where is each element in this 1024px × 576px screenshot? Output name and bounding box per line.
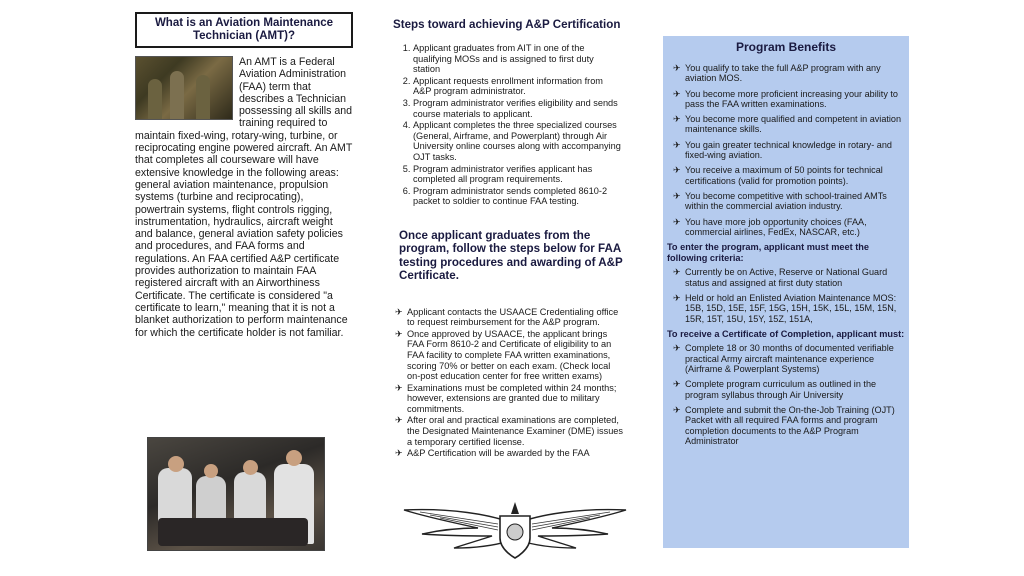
arrow-icon: ✈	[673, 292, 681, 303]
arrow-icon: ✈	[395, 306, 403, 317]
benefits-title: Program Benefits	[735, 40, 837, 54]
arrow-icon: ✈	[673, 190, 681, 201]
arrow-icon: ✈	[395, 328, 403, 339]
arrow-icon: ✈	[673, 114, 681, 125]
list-item: ✈ After oral and practical examinations are completed, the Designated Maintenance Examiner (DME) issues a temporary certified license.	[395, 415, 624, 447]
training-photo	[147, 437, 325, 551]
list-item: ✈ Once approved by USAACE, the applicant brings FAA Form 8610-2 and Certificate of eligibility to an FAA facility to complete FAA written examinations, scoring 70% or better on each exam. (Check local on-post education center for free written exams)	[395, 328, 612, 382]
list-item: ✈ Examinations must be completed within 24 months; however, extensions are granted due to military commitments.	[395, 382, 617, 414]
list-item: ✈ Held or hold an Enlisted Aviation Maintenance MOS: 15B, 15D, 15E, 15F, 15G, 15H, 15K, 15L, 15M, 15N, 15R, 15T, 15U, 15Y, 15Z, 151A,	[673, 292, 897, 324]
amt-title: What is an Aviation Maintenance Technician (AMT)?	[135, 12, 353, 48]
arrow-icon: ✈	[673, 343, 681, 354]
list-item: 6. Program administrator sends completed 8610-2 packet to soldier to continue FAA testing.	[413, 186, 623, 207]
mechanics-photo	[135, 56, 233, 120]
list-item: ✈ You become competitive with school-trained AMTs within the commercial aviation industry.	[673, 190, 887, 212]
list-item: ✈ You receive a maximum of 50 points for technical certifications (valid for promotion points).	[673, 165, 883, 186]
arrow-icon: ✈	[395, 415, 403, 426]
graduation-heading: Once applicant graduates from the program, follow the steps below for FAA testing procedures and awarding of A&P Certificate.	[399, 228, 623, 283]
arrow-icon: ✈	[673, 88, 681, 99]
list-item: 3. Program administrator verifies eligibility and sends course materials to applicant.	[413, 98, 623, 119]
list-item: 4. Applicant completes the three specialized courses (General, Airframe, and Powerplant) through Air University online courses along with accompanying OJT tasks.	[413, 120, 623, 162]
steps-list	[393, 43, 623, 207]
list-item: ✈ Complete and submit the On-the-Job Training (OJT) Packet with all required FAA forms and program completion documents to the A&P Program Administrator	[673, 404, 895, 446]
arrow-icon: ✈	[673, 63, 681, 73]
arrow-icon: ✈	[395, 448, 403, 459]
list-item: ✈ Currently be on Active, Reserve or National Guard status and assigned at first duty station	[673, 267, 888, 288]
list-item: ✈ You become more qualified and competent in aviation maintenance skills.	[673, 114, 902, 135]
list-item: ✈ Complete 18 or 30 months of documented verifiable practical Army aircraft maintenance experience (Airframe & Powerplant Systems)	[673, 343, 894, 375]
steps-heading: Steps toward achieving A&P Certification	[393, 18, 621, 31]
arrow-icon: ✈	[395, 382, 403, 393]
completion-heading: To receive a Certificate of Completion, applicant must:	[667, 328, 905, 339]
list-item: ✈ You become more proficient increasing your ability to pass the FAA written examinations.	[673, 88, 898, 109]
aviator-wings-icon	[400, 494, 630, 564]
arrow-icon: ✈	[673, 267, 681, 278]
benefits-list	[671, 63, 905, 237]
list-item: 1. Applicant graduates from AIT in one of the qualifying MOSs and is assigned to first duty station	[413, 43, 623, 75]
amt-section	[135, 12, 353, 339]
arrow-icon: ✈	[673, 139, 681, 150]
arrow-icon: ✈	[673, 379, 681, 390]
amt-body-text: An AMT is a Federal Aviation Administration (FAA) term that describes a Technician possessing all skills and training required to maintain fixed-wing, rotary-wing, turbine, or reciprocating engine powered aircraft. An AMT that completes all courseware will have extensive knowledge in the following areas: general aviation maintenance, propulsion systems (turbine and reciprocating), powertrain systems, flight controls rigging, instrumentation, hydraulics, aircraft weight and balance, general aviation safety policies and procedures, and FAA forms and regulations. An FAA certified A&P certificate provides authorization to maintain FAA registered aircraft with an Airworthiness Certificate. The certificate is considered "a certificate to learn," meaning that it is not a blanket authorization to perform maintenance for which the certificate holder is not familiar.	[135, 56, 353, 339]
criteria-list	[671, 267, 905, 323]
criteria-heading: To enter the program, applicant must meet the following criteria:	[667, 242, 869, 263]
arrow-icon: ✈	[673, 404, 681, 415]
list-item: ✈ You gain greater technical knowledge in rotary- and fixed-wing aviation.	[673, 139, 892, 161]
testing-steps-list	[393, 307, 623, 459]
list-item: ✈ Applicant contacts the USAACE Credentialing office to request reimbursement for the A&P program.	[395, 306, 619, 328]
completion-list	[671, 343, 905, 446]
list-item: ✈ Complete program curriculum as outlined in the program syllabus through Air University	[673, 379, 877, 400]
arrow-icon: ✈	[673, 165, 681, 176]
list-item: ✈ You have more job opportunity choices (FAA, commercial airlines, FedEx, NASCAR, etc.)	[673, 216, 867, 237]
arrow-icon: ✈	[673, 216, 681, 227]
list-item: 5. Program administrator verifies applicant has completed all program requirements.	[413, 164, 623, 185]
list-item: ✈ You qualify to take the full A&P program with any aviation MOS.	[673, 63, 881, 84]
list-item: ✈ A&P Certification will be awarded by the FAA	[395, 448, 590, 459]
certification-steps	[393, 18, 623, 460]
list-item: 2. Applicant requests enrollment information from A&P program administrator.	[413, 76, 623, 97]
program-benefits-panel	[663, 36, 909, 548]
amt-description	[135, 56, 353, 339]
